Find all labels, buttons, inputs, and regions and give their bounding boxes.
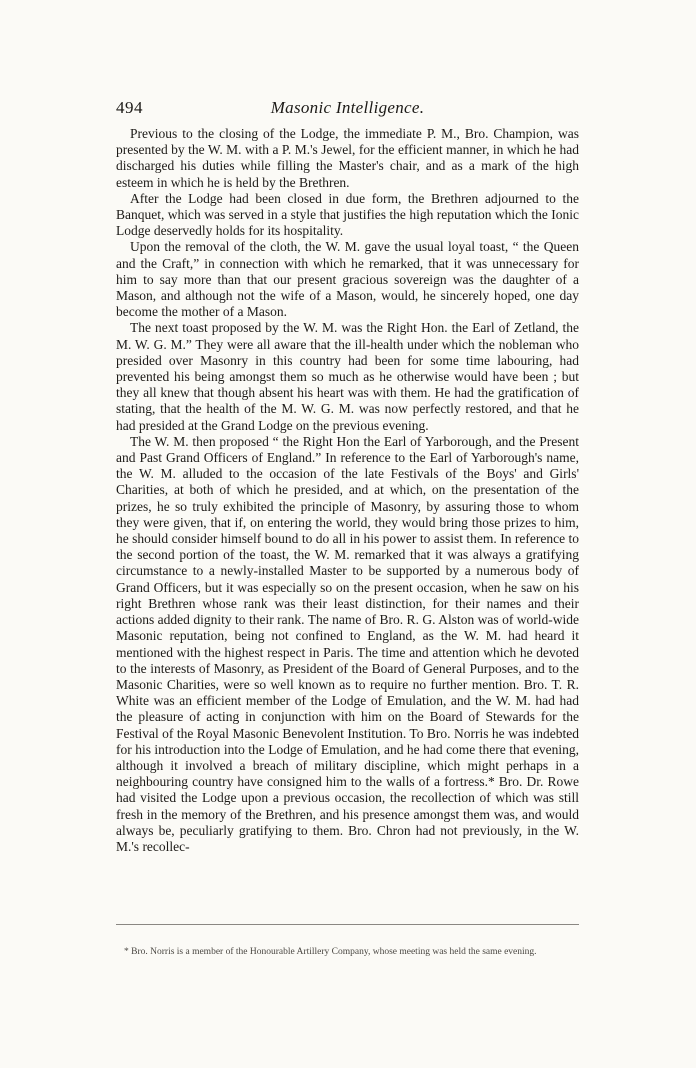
running-head: Masonic Intelligence.: [270, 98, 425, 117]
paragraph-closing-of-lodge: Previous to the closing of the Lodge, the immediate P. M., Bro. Champion, was presented by the W. M. with a P. M.'s Jewel, for the efficient manner, in which he had discharged his duties while filling the Master's chair, and as a mark of the high esteem in which he is held by the Brethren.: [116, 126, 579, 190]
body-text: [116, 126, 579, 855]
paragraph-banquet: After the Lodge had been closed in due form, the Brethren adjourned to the Banquet, which was served in a style that justifies the high reputation which the Ionic Lodge deservedly holds for its hospitality.: [116, 190, 579, 239]
page-header: [116, 98, 579, 122]
paragraph-earl-of-yarborough: The W. M. then proposed “ the Right Hon the Earl of Yarborough, and the Present and Past Grand Officers of England.” In reference to the Earl of Yarborough's name, the W. M. alluded to the occasion of the late Festivals of the Boys' and Girls' Charities, at both of which he presided, and at which, on the presentation of the prizes, he so truly exhibited the principle of Masonry, by assuring those to whom they were given, that if, on entering the world, they would bring those prizes to him, he should consider himself bound to do all in his power to assist them. In reference to the second portion of the toast, the W. M. remarked that it was always a gratifying circumstance to a newly-installed Master to be supported by a numerous body of Grand Officers, but it was especially so on the present occasion, when he saw on his right Brethren whose rank was their least distinction, for their names and their actions added dignity to their rank. The name of Bro. R. G. Alston was of world-wide Masonic reputation, being not confined to England, as the W. M. had heard it mentioned with the highest respect in Paris. The time and attention which he devoted to the interests of Masonry, as President of the Board of General Purposes, and to the Masonic Charities, were so well known as to require no further mention. Bro. T. R. White was an efficient member of the Lodge of Emulation, and the W. M. had had the pleasure of acting in conjunction with him on the Board of Stewards for the Festival of the Royal Masonic Benevolent Institution. To Bro. Norris he was indebted for his introduction into the Lodge of Emulation, and he had come there that evening, although it involved a breach of military discipline, which might perhaps in a neighbouring country have consigned him to the walls of a fortress.* Bro. Dr. Rowe had visited the Lodge upon a previous occasion, the recollection of which was still fresh in the memory of the Brethren, and his presence amongst them was, and would always be, peculiarly gratifying to them. Bro. Chron had not previously, in the W. M.'s recollec-: [116, 433, 579, 854]
footnote-divider: [116, 924, 579, 925]
paragraph-earl-of-zetland: The next toast proposed by the W. M. was the Right Hon. the Earl of Zetland, the M. W. G. M.” They were all aware that the ill-health under which the nobleman who presided over Masonry in this country had been for some time labouring, had prevented his being amongst them so much as he otherwise would have been ; but they all knew that though absent his heart was with them. He had the gratification of stating, that the health of the M. W. G. M. was now perfectly restored, and that he had presided at the Grand Lodge on the previous evening.: [116, 320, 579, 433]
page-number: 494: [116, 98, 143, 117]
footnote: * Bro. Norris is a member of the Honourable Artillery Company, whose meeting was held the same evening.: [124, 946, 537, 957]
paragraph-loyal-toast: Upon the removal of the cloth, the W. M. gave the usual loyal toast, “ the Queen and the Craft,” in connection with which he remarked, that it was unnecessary for him to say more than that our present gracious sovereign was the daughter of a Mason, and although not the wife of a Mason, would, he sincerely hoped, one day become the mother of a Mason.: [116, 239, 579, 320]
